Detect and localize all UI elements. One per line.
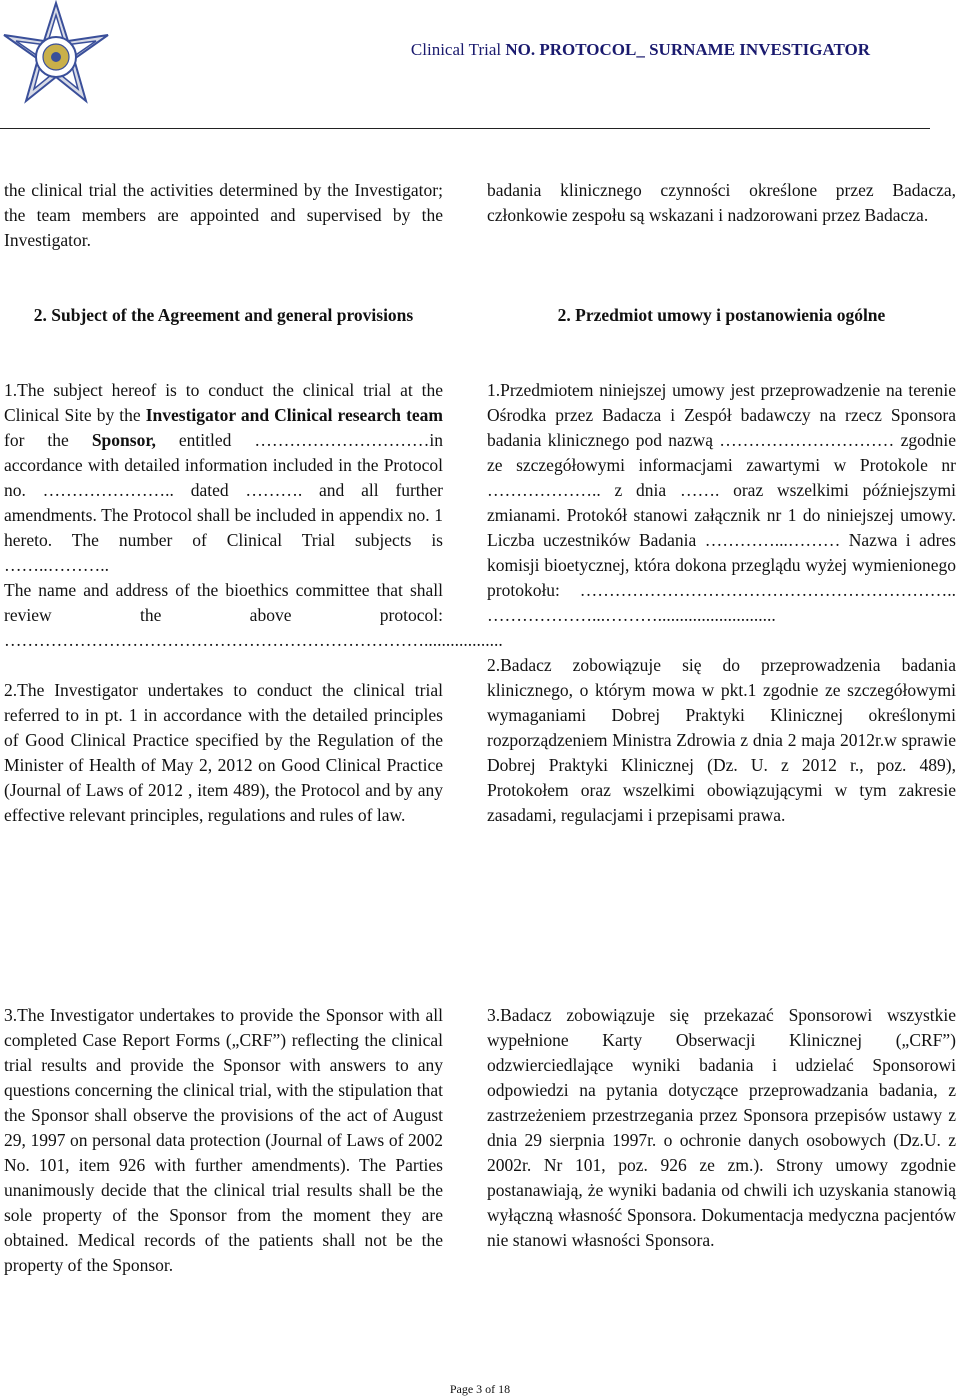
left-clause-3 (4, 1003, 443, 1278)
right-clause-3-text: 3.Badacz zobowiązuje się przekazać Sponsorowi wszystkie wypełnione Karty Obserwacji Klinicznej („CRF”) odzwierciedlające wyniki badania i udzielać Sponsorowi odpowiedzi na pytania dotyczące przeprowadzania badania, z zastrzeżeniem przestrzegania przez Sponsora przepisów ustawy z dnia 29 sierpnia 1997r. o ochronie danych osobowych (Dz.U. z 2002r. Nr 101, poz. 926 ze zm.). Strony umowy zgodnie postanawiają, że wyniki badania od chwili ich uzyskania stanowią wyłączną własność Sponsora. Dokumentacja medyczna pacjentów nie stanowi własności Sponsora. (487, 1005, 956, 1250)
clause-1-part-a: 1.The subject hereof is to conduct the clinical trial at the Clinical Site by the (4, 380, 443, 425)
left-intro (4, 178, 443, 253)
clause-1-part-c: for the (4, 430, 92, 450)
clause-1-part-e: entitled …………………………in accordance with detailed information included in the Protocol no. ………………….. dated ………. and all further amendments. The Protocol shall be included in appendix no. 1 hereto. The number of Clinical Trial subjects is ……..……….. (4, 430, 443, 575)
right-section-heading: 2. Przedmiot umowy i postanowienia ogólne (557, 305, 886, 325)
header-title-plain: Clinical Trial (410, 40, 506, 59)
clause-1-sponsor: Sponsor, (91, 430, 156, 450)
document-header-title (411, 40, 870, 60)
right-intro (487, 178, 956, 228)
left-intro-text: the clinical trial the activities determined by the Investigator; the team members are appointed and supervised by the Investigator. (4, 180, 443, 250)
header-title-bold: NO. PROTOCOL_ SURNAME INVESTIGATOR (505, 40, 870, 59)
header-divider (0, 128, 930, 129)
right-intro-text: badania klinicznego czynności określone przez Badacza, członkowie zespołu są wskazani i nadzorowani przez Badacza. (487, 180, 956, 225)
left-section-heading: 2. Subject of the Agreement and general provisions (33, 305, 414, 325)
right-clause-2: 2.Badacz zobowiązuje się do przeprowadzenia badania klinicznego, o którym mowa w pkt.1 zgodnie ze szczegółowymi wymaganiami Dobrej Praktyki Klinicznej określonymi rozporządzeniem Ministra Zdrowia z dnia 2 maja 2012r.w sprawie Dobrej Praktyki Klinicznej (Dz. U. z 2012 r., poz. 489), Protokołem oraz wszelkimi obowiązującymi w tym zakresie zasadami, regulacjami i przepisami prawa. (487, 655, 956, 825)
right-clause-3 (487, 1003, 956, 1253)
left-clause-1-committee: The name and address of the bioethics committee that shall review the above protocol: ……………………………………………………………….................. (4, 580, 503, 650)
left-clause-3-text: 3.The Investigator undertakes to provide the Sponsor with all completed Case Report Forms („CRF”) reflecting the clinical trial results and provide the Sponsor with answers to any questions concerning the clinical trial, with the stipulation that the Sponsor shall observe the provisions of the act of August 29, 1997 on personal data protection (Journal of Laws of 2002 No. 101, item 926 with further amendments). The Parties unanimously decide that the clinical trial results shall be the sole property of the Sponsor from the moment they are obtained. Medical records of the patients shall not be the property of the Sponsor. (4, 1005, 443, 1275)
left-clause-1-text (4, 378, 443, 578)
left-clause-1 (4, 378, 503, 828)
right-clause-1 (487, 378, 956, 828)
right-clause-1-text: 1.Przedmiotem niniejszej umowy jest przeprowadzenie na terenie Ośrodka przez Badacza i Zespół badawczy na rzecz Sponsora badania klinicznego pod nazwą ………………………… zgodnie ze szczegółowymi informacjami zawartymi w Protokole nr ……………….. z dnia ……. oraz wszelkimi późniejszymi zmianami. Protokół stanowi załącznik nr 1 do niniejszej umowy. Liczba uczestników Badania …………...……… Nazwa i adres komisji bioetycznej, która dokona przeglądu wyżej wymienionego protokołu: ……………………………………………………….. ………………...………........................... (487, 380, 956, 625)
clause-1-investigator: Investigator and Clinical research team (145, 405, 444, 425)
institution-logo (2, 0, 110, 110)
left-clause-2: 2.The Investigator undertakes to conduct the clinical trial referred to in pt. 1 in accordance with the detailed principles of Good Clinical Practice specified by the Regulation of the Minister of Health of May 2, 2012 on Good Clinical Practice (Journal of Laws of 2012 , item 489), the Protocol and by any effective relevant principles, regulations and rules of law. (4, 680, 443, 825)
page-number: Page 3 of 18 (449, 1382, 511, 1396)
